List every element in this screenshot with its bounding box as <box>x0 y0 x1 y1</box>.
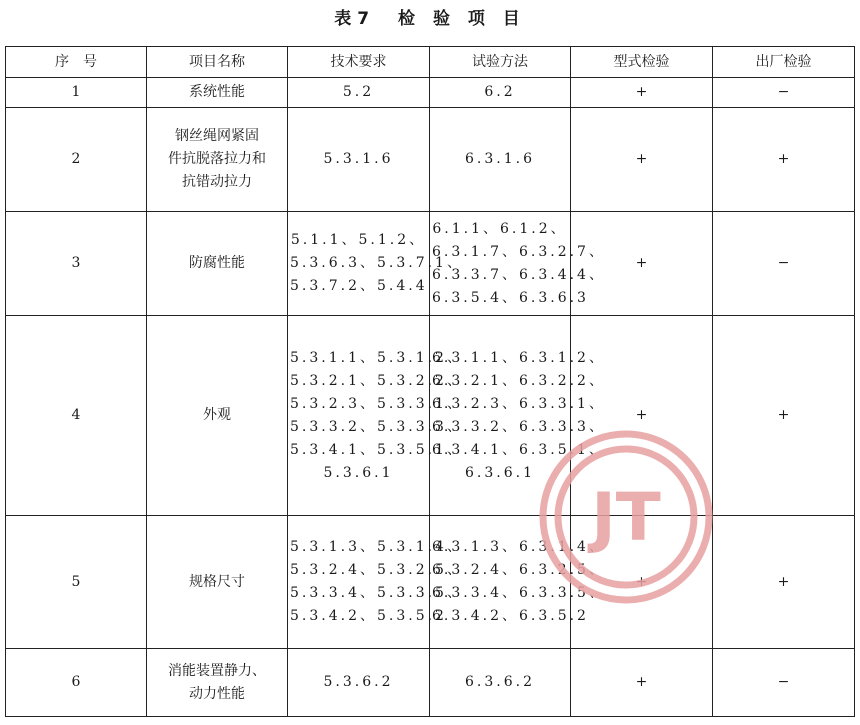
row-seq: 1 <box>6 78 147 108</box>
row-item-name-line: 抗错动拉力 <box>182 174 252 190</box>
row-tech-requirement <box>288 316 464 516</box>
row-tech-requirement <box>288 78 430 108</box>
row-test-method-line: 6.3.1.7、6.3.2.7、 <box>432 243 606 260</box>
row-type-test: + <box>571 78 713 108</box>
row-test-method-line: 6.3.4.2、6.3.5.2 <box>432 608 589 624</box>
header-type-test: 型式检验 <box>571 47 713 78</box>
row-factory-test: + <box>713 316 855 516</box>
row-tech-requirement-line: 5.1.1、5.1.2、 <box>290 232 427 248</box>
row-item-name-line: 消能装置静力、 <box>168 662 266 679</box>
row-type-test: + <box>571 108 713 212</box>
row-test-method-line: 6.3.2.1、6.3.2.2、 <box>432 372 606 389</box>
row-item-name-line: 系统性能 <box>189 84 245 100</box>
row-item-name <box>147 316 288 516</box>
row-type-test: + <box>571 212 713 316</box>
row-test-method <box>430 78 571 108</box>
row-item-name-line: 外观 <box>203 407 231 423</box>
inspection-items-table <box>5 46 855 717</box>
row-tech-requirement-line: 5.3.2.3、5.3.3.1、 <box>290 395 464 412</box>
row-item-name-line: 规格尺寸 <box>189 573 245 590</box>
header-seq: 序 号 <box>6 47 147 78</box>
row-tech-requirement <box>288 516 464 649</box>
header-test-method: 试验方法 <box>430 47 571 78</box>
row-tech-requirement-line: 5.3.6.2 <box>323 674 394 690</box>
table-row <box>6 649 855 717</box>
row-tech-requirement-line: 5.3.1.6 <box>323 151 394 167</box>
row-factory-test: − <box>713 649 855 717</box>
row-type-test: + <box>571 516 713 649</box>
row-type-test: + <box>571 649 713 717</box>
header-tech-requirement: 技术要求 <box>288 47 430 78</box>
row-test-method <box>430 516 606 649</box>
row-item-name <box>147 108 288 212</box>
table-header-row <box>6 47 855 78</box>
row-tech-requirement-line: 5.3.6.1 <box>323 464 394 481</box>
row-item-name <box>147 78 288 108</box>
header-item-name: 项目名称 <box>147 47 288 78</box>
row-test-method-line: 6.3.2.3、6.3.3.1、 <box>432 395 606 412</box>
row-tech-requirement <box>288 212 464 316</box>
row-test-method-line: 6.3.4.1、6.3.5.1、 <box>432 441 606 458</box>
table-row <box>6 516 855 649</box>
row-seq: 5 <box>6 516 147 649</box>
row-tech-requirement-line: 5.3.3.2、5.3.3.3、 <box>290 418 464 435</box>
row-tech-requirement <box>288 108 430 212</box>
row-item-name <box>147 516 288 649</box>
row-test-method <box>430 108 571 212</box>
row-tech-requirement-line: 5.3.2.4、5.3.2.5、 <box>290 562 464 578</box>
row-seq: 2 <box>6 108 147 212</box>
row-test-method-line: 6.1.1、6.1.2、 <box>432 220 568 237</box>
table-row <box>6 212 855 316</box>
row-test-method-line: 6.3.1.3、6.3.1.4、 <box>432 539 606 555</box>
row-tech-requirement-line: 5.3.1.1、5.3.1.2、 <box>290 349 464 366</box>
row-tech-requirement-line: 5.3.4.2、5.3.5.2 <box>290 608 447 624</box>
row-test-method-line: 6.3.1.1、6.3.1.2、 <box>432 349 606 366</box>
row-item-name <box>147 649 288 717</box>
row-item-name-line: 钢丝绳网紧固 <box>175 128 259 144</box>
row-test-method <box>430 316 606 516</box>
row-seq: 6 <box>6 649 147 717</box>
row-test-method-line: 6.3.2.4、6.3.2.5、 <box>432 562 606 578</box>
row-test-method-line: 6.3.3.2、6.3.3.3、 <box>432 418 606 435</box>
row-factory-test: + <box>713 108 855 212</box>
row-item-name-line: 件抗脱落拉力和 <box>168 151 266 167</box>
header-factory-test: 出厂检验 <box>713 47 855 78</box>
row-seq: 4 <box>6 316 147 516</box>
row-type-test: + <box>571 316 713 516</box>
row-test-method-line: 6.3.6.2 <box>465 674 535 690</box>
table-title: 表7 检 验 项 目 <box>334 9 526 29</box>
row-test-method-line: 6.3.5.4、6.3.6.3 <box>432 289 589 306</box>
row-tech-requirement-line: 5.3.2.1、5.3.2.2、 <box>290 372 464 389</box>
row-tech-requirement-line: 5.3.4.1、5.3.5.1、 <box>290 441 464 458</box>
row-seq: 3 <box>6 212 147 316</box>
row-test-method-line: 6.2 <box>484 84 516 100</box>
table-row <box>6 78 855 108</box>
stamp-lettering: JT <box>591 479 661 556</box>
row-test-method <box>430 212 606 316</box>
table-row <box>6 316 855 516</box>
row-test-method <box>430 649 571 717</box>
row-tech-requirement-line: 5.3.6.3、5.3.7.1、 <box>290 255 464 271</box>
row-tech-requirement-line: 5.3.7.2、5.4.4 <box>290 278 428 294</box>
row-item-name-line: 动力性能 <box>189 685 245 702</box>
row-tech-requirement-line: 5.3.1.3、5.3.1.4、 <box>290 539 464 555</box>
row-factory-test: + <box>713 516 855 649</box>
row-item-name-line: 防腐性能 <box>189 255 245 271</box>
row-factory-test: − <box>713 212 855 316</box>
table-row <box>6 108 855 212</box>
row-factory-test: − <box>713 78 855 108</box>
row-test-method-line: 6.3.6.1 <box>465 464 535 481</box>
row-tech-requirement <box>288 649 430 717</box>
row-test-method-line: 6.3.3.7、6.3.4.4、 <box>432 266 606 283</box>
row-tech-requirement-line: 5.3.3.4、5.3.3.5、 <box>290 585 464 601</box>
row-item-name <box>147 212 288 316</box>
row-test-method-line: 6.3.3.4、6.3.3.5、 <box>432 585 606 601</box>
row-test-method-line: 6.3.1.6 <box>465 151 535 167</box>
table-body <box>6 78 855 717</box>
row-tech-requirement-line: 5.2 <box>342 84 375 100</box>
